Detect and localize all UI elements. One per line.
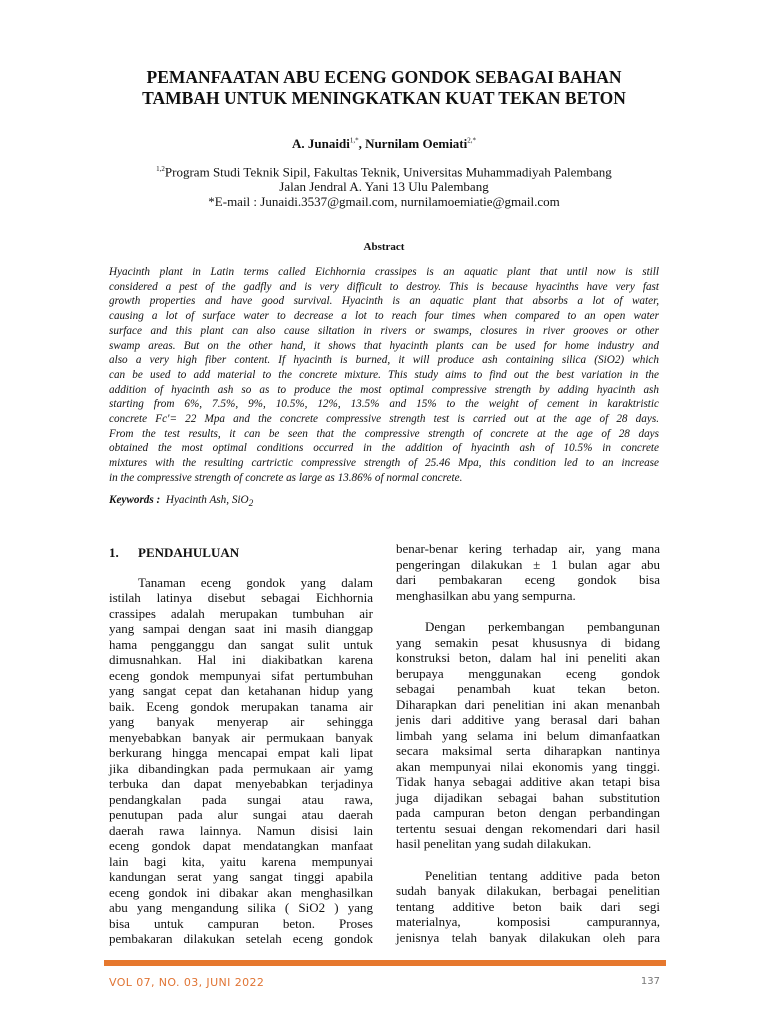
left-column-line: kandungan serat yang sangat tinggi apabila: [109, 869, 373, 884]
abstract-line: Hyacinth plant in Latin terms called Eichhornia crassipes is an aquatic plant that until now is still: [109, 266, 659, 278]
left-column-line: bisa untuk campuran beton. Proses: [109, 915, 373, 931]
left-column-line: yang sampai dengan saat ini masih dianggap: [109, 621, 373, 636]
left-column-line: menyebabkan banyak air permukaan banyak: [109, 729, 373, 745]
left-column-line: berkurang hingga mencapai empat kali lipat: [109, 745, 373, 760]
right-paragraph-2-line: sebagai penambah kuat tekan beton.: [396, 681, 660, 696]
abstract-line: also a very high fiber content. If hyacinth is burned, it will produce ash containing silica (SiO2) which: [109, 354, 659, 367]
right-column: [396, 541, 660, 945]
left-column-line: hama pengganggu dan sangat sulit untuk: [109, 636, 373, 652]
left-column-line: eceng gondok mempunyai sifat pertumbuhan: [109, 667, 373, 683]
right-paragraph-2-line: jenis dari additive yang berasal dari bahan: [396, 712, 660, 727]
left-column-line: terbuka dan dapat menyebabkan terjadinya: [109, 776, 373, 791]
abstract-line: in the compressive strength of concrete as large as 13.86% of normal concrete.: [109, 471, 463, 484]
left-column-line: daerah rawa lainnya. Namun disisi lain: [109, 822, 373, 838]
left-column-line: pendangkalan pada sungai atau rawa,: [109, 791, 373, 807]
right-paragraph-1-line: menghasilkan abu yang sempurna.: [396, 587, 576, 603]
keywords-line: [109, 494, 253, 509]
left-column-paragraph: [109, 575, 373, 947]
abstract-line: causing a lot of surface water to decrease a lot to reach four times when compared to an open water: [109, 310, 659, 323]
abstract-body: [109, 265, 659, 486]
abstract-line: obtained the most optimal conditions occurred in the addition of hyacinth ash of 10.5% in concrete: [109, 442, 659, 455]
abstract-line: swamp areas. But on the other hand, it shows that hyacinth plants can be used for home industry and: [109, 339, 659, 352]
author-2-affiliation-mark: 2,*: [467, 136, 476, 145]
left-column-line: crassipes adalah merupakan tumbuhan air: [109, 605, 373, 621]
abstract-line: From the test results, it can be seen that the compressive strength of concrete at the age of 28 days: [109, 427, 659, 440]
keywords-value: Hyacinth Ash, SiO: [165, 494, 249, 506]
abstract-line: surface and this plant can also cause siltation in rivers or swamps, closures in river grooves or other: [109, 324, 659, 337]
left-column-line: eceng gondok dapat mendatangkan manfaat: [109, 838, 373, 853]
right-paragraph-2: [396, 619, 660, 852]
right-paragraph-2-line: limbah yang selama ini belum dimanfaatkan: [396, 727, 660, 743]
paper-title: [60, 67, 708, 109]
abstract-line: growth properties and have good survival. Hyacinth is an aquatic plant that absorbs a lot of water,: [109, 295, 659, 308]
affiliation-line-2: Jalan Jendral A. Yani 13 Ulu Palembang: [279, 179, 489, 195]
right-paragraph-3-line: sudah banyak dilakukan, berbagai penelitian: [396, 883, 660, 898]
section-number: 1.: [109, 545, 119, 560]
right-paragraph-1: [396, 541, 660, 603]
left-column-line: pembakaran dilakukan setelah eceng gondok: [109, 931, 373, 946]
right-paragraph-2-line: Diharapkan dari penelitian ini akan menanbah: [396, 696, 660, 712]
affiliation-email: *E-mail : Junaidi.3537@gmail.com, nurnilamoemiatie@gmail.com: [208, 194, 560, 210]
left-column-line: istilah latinya disebut sebagai Eichhornia: [109, 590, 373, 605]
footer-accent-bar: [104, 960, 666, 966]
right-paragraph-2-line: pada campuran beton dengan perbandingan: [396, 805, 660, 820]
right-paragraph-1-line: dari pembakaran eceng gondok bisa: [396, 572, 660, 587]
abstract-line: concrete Fc'= 22 Mpa and the concrete compressive strength test is carried out at the age of 28 days.: [109, 413, 659, 426]
title-line-1: PEMANFAATAN ABU ECENG GONDOK SEBAGAI BAHAN: [146, 67, 622, 87]
right-paragraph-3-line: tentang additive beton baik dari segi: [396, 898, 660, 914]
abstract-line: addition of hyacinth ash so as to produce the most optimal compressive strength by adding hyacinth ash: [109, 383, 659, 396]
right-paragraph-2-line: tertentu sesuai dengan rekomendari dari hasil: [396, 820, 660, 836]
right-paragraph-2-line: akan mempunyai nilai ekonomis yang tinggi.: [396, 758, 660, 774]
right-paragraph-1-line: benar-benar kering terhadap air, yang mana: [396, 541, 660, 556]
right-paragraph-2-line: yang semakin pesat khususnya di bidang: [396, 634, 660, 650]
right-paragraph-1-line: pengeringan dilakukan ± 1 bulan agar abu: [396, 556, 660, 572]
right-paragraph-2-line: secara maksimal serta diharapkan nantinya: [396, 743, 660, 758]
right-paragraph-2-line: Dengan perkembangan pembangunan: [425, 619, 660, 634]
abstract-line: considered a pest of the gadfly and is very difficult to destroy. This is because hyacinths have very fast: [109, 280, 659, 293]
right-paragraph-3-line: materialnya, komposisi campurannya,: [396, 914, 660, 929]
right-paragraph-3: [396, 868, 660, 946]
paragraph-spacer: [396, 603, 660, 619]
left-column-line: eceng gondok ini dibakar akan menghasilkan: [109, 884, 373, 900]
keywords-subscript: 2: [248, 499, 254, 510]
author-separator: ,: [358, 136, 366, 151]
abstract-line: mixtures with the resulting cartrictic compressive strength of 25.46 Mpa, this condition led to an increase: [109, 457, 659, 470]
right-paragraph-3-line: jenisnya telah banyak dilakukan oleh para: [396, 929, 660, 945]
left-column-line: yang sangat cepat dan ketahanan hidup yang: [109, 683, 373, 698]
left-column-line: jika dibandingkan pada permukaan air yamg: [109, 760, 373, 776]
affiliation-block: [60, 162, 708, 209]
right-paragraph-2-line: juga dijadikan sebagai bahan substitution: [396, 789, 660, 805]
right-paragraph-2-line: hasil penelitan yang sudah dilakukan.: [396, 836, 592, 851]
author-list: [60, 136, 708, 152]
author-1-affiliation-mark: 1,*: [349, 136, 359, 145]
left-column-line: dimusnahkan. Hal ini diakibatkan karena: [109, 652, 373, 667]
right-paragraph-2-line: Tidak hanya sebagai additive akan tetapi bisa: [396, 774, 660, 789]
left-column: [109, 545, 373, 947]
paragraph-spacer: [396, 852, 660, 868]
title-line-2: TAMBAH UNTUK MENINGKATKAN KUAT TEKAN BETON: [142, 88, 626, 108]
affiliation-mark: 1,2: [156, 165, 165, 173]
affiliation-line-1: Program Studi Teknik Sipil, Fakultas Teknik, Universitas Muhammadiyah Palembang: [164, 164, 612, 180]
section-heading: [109, 545, 373, 561]
right-paragraph-2-line: konstruksi beton, dalam hal ini peneliti akan: [396, 650, 660, 665]
left-column-line: abu yang mengandung silika ( SiO2 ) yang: [109, 900, 373, 915]
right-paragraph-3-line: Penelitian tentang additive pada beton: [425, 867, 660, 883]
page-number: 137: [640, 976, 660, 987]
section-title: PENDAHULUAN: [138, 545, 240, 560]
left-column-line: baik. Eceng gondok merupakan tanama air: [109, 698, 373, 714]
left-column-line: lain bagi kita, yaitu karena mempunyai: [109, 853, 373, 869]
abstract-line: starting from 6%, 7.5%, 9%, 10.5%, 12%, 13.5% and 15% to the weight of cement in karaktristic: [109, 398, 659, 411]
author-1-name: A. Junaidi: [292, 136, 350, 151]
left-column-line: Tanaman eceng gondok yang dalam: [138, 574, 373, 590]
left-column-line: yang banyak menyerap air sehingga: [109, 714, 373, 729]
keywords-label: Keywords :: [109, 494, 161, 506]
author-2-name: Nurnilam Oemiati: [365, 136, 468, 151]
right-paragraph-2-line: berupaya menggunakan eceng gondok: [396, 665, 660, 681]
abstract-heading: Abstract: [363, 241, 405, 253]
journal-volume: VOL 07, NO. 03, JUNI 2022: [109, 976, 265, 989]
abstract-line: can be used to add material to the concrete mixture. This study aims to find out the best variation in the: [109, 368, 659, 381]
left-column-line: penutupan pada alur sungai atau daerah: [109, 807, 373, 822]
